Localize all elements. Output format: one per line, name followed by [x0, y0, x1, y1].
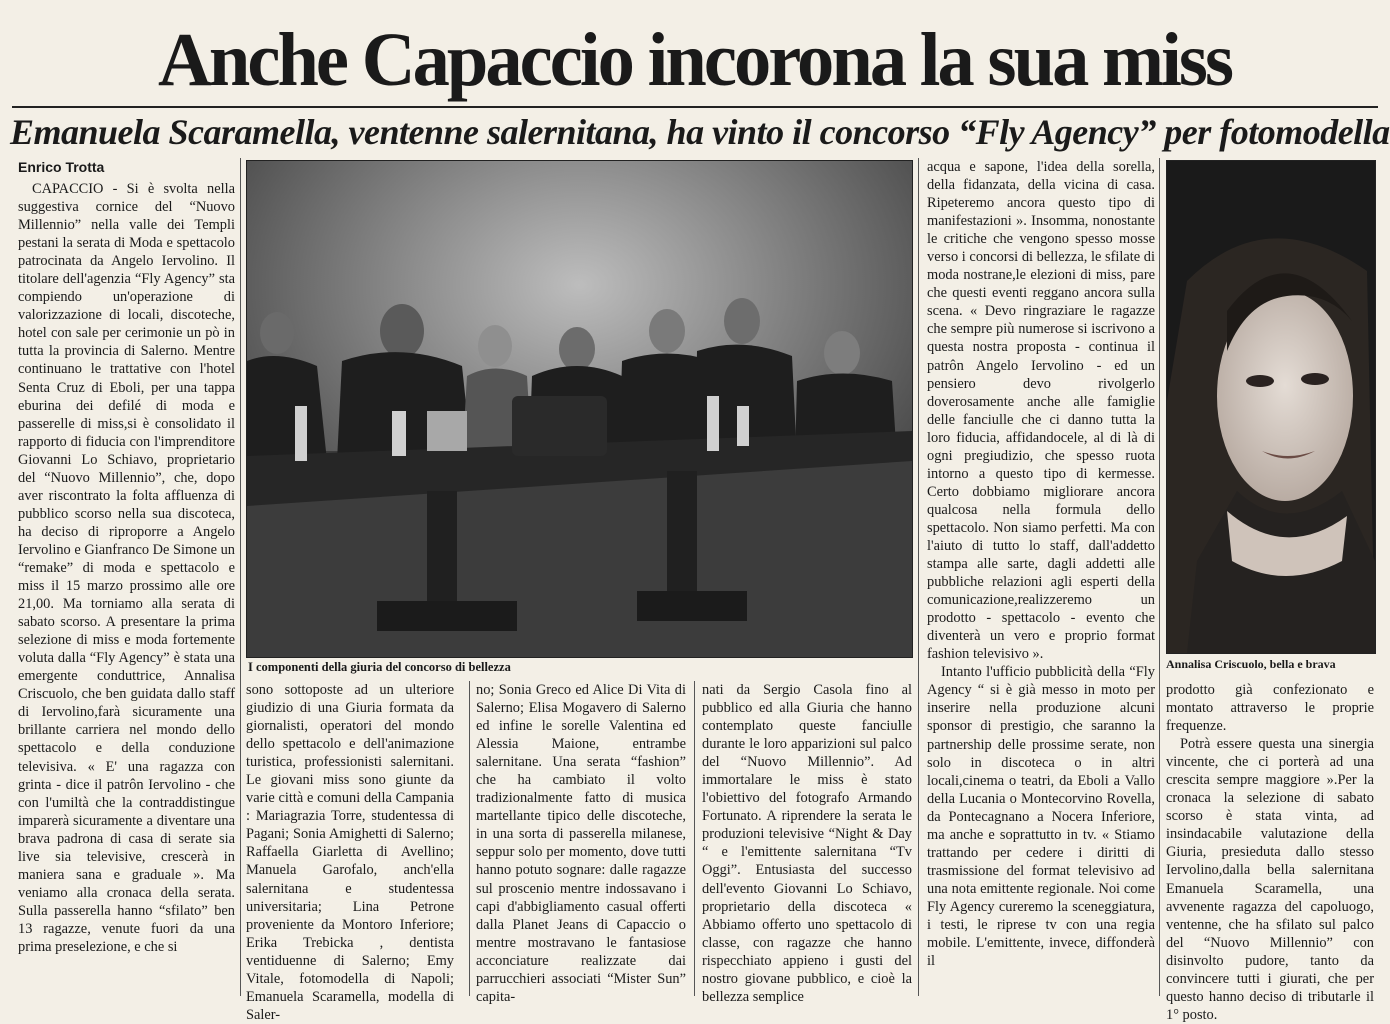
- byline: Enrico Trotta: [18, 159, 105, 175]
- subheadline: Emanuela Scaramella, ventenne salernitana, ha vinto il concorso “Fly Agency” per fotomodella: [10, 112, 1390, 152]
- column-text: Intanto l'ufficio pubblicità della “Fly Agency “ si è già messo in moto per inserire nella produzione alcuni sponsor di prestigio, che saranno la partnership delle prossime serate, non solo in discoteca o in altri locali,cinema o teatri, da Eboli a Vallo della Lucania o Montecorvino Rovella, da Pontecagnano a Nocera Inferiore, ma anche e soprattutto in tv. « Stiamo trattando per cedere i diritti di trasmissione del format televisivo ad una nota emittente regionale. Noi come Fly Agency cureremo la sceneggiatura, i testi, le riprese tv con una regia mobile. L'emittente, invece, diffonderà il: [927, 664, 1155, 970]
- column-divider: [694, 681, 695, 996]
- article-column-3: [476, 681, 686, 1005]
- column-text: sono sottoposte ad un ulteriore giudizio di una Giuria formata da giornalisti, operatori del mondo dello spettacolo e dell'animazione turistica, professionisti salernitani. Le giovani miss sono giunte da varie città e comuni della Campania : Mariagrazia Torre, studentessa di Pagani; Sonia Amighetti di Salerno; Raffaella Giarletta di Avellino; Manuela Garofalo, anch'ella salernitana e studentessa universitaria; Lina Petrone proveniente da Montoro Inferiore; Erika Trebicka , dentista ventiduenne di Salerno; Emy Vitale, fotomodella di Napoli; Emanuela Scaramella, modella di Saler-: [246, 682, 454, 1023]
- column-text: acqua e sapone, l'idea della sorella, della fidanzata, della vicina di casa. Ripeteremo ancora questo tipo di manifestazioni ». Insomma, nonostante le critiche che vengono spesso mosse verso i concorsi di bellezza, le sfilate di moda nostrane,le elezioni di miss, pare che questi eventi reggano ancora sulla scena. « Devo ringraziare le ragazze che sempre più numerose si iscrivono a questa nostra proposta - continua il patrôn Angelo Iervolino - ed un pensiero devo rivolgerlo doverosamente anche alle famiglie delle fanciulle che ci danno tutta la loro fiducia, affidandocele, al di là di ogni pregiudizio, che spesso ruota intorno a questo tipo di kermesse. Certo dobbiamo migliorare ancora qualcosa nella formula dello spettacolo. Non siamo perfetti. Ma con l'aiuto di tutto lo staff, dall'addetto stampa alle sarte, dagli addetti alle pubbliche relazioni agli esperti della comunicazione,realizzeremo un prodotto - spettacolo - evento che diventerà un vero e proprio format fashion televisivo ».: [927, 159, 1155, 663]
- article-column-5: [927, 158, 1155, 996]
- column-divider: [240, 158, 241, 996]
- column-text: prodotto già confezionato e montato attraverso le proprie frequenze.: [1166, 682, 1374, 735]
- jury-photo-caption: I componenti della giuria del concorso di bellezza: [248, 660, 511, 674]
- column-text: no; Sonia Greco ed Alice Di Vita di Salerno; Elisa Mogavero di Salerno ed infine le sorelle Valentina ed Alessia Maione, entrambe salernitane. Una serata “fashion” che ha cambiato il volto tradizionalmente fatto di musica martellante tipico delle discoteche, in una sorta di passerella milanese, seppur solo per momento, dove tutti hanno potuto sognare: dalle ragazze sul proscenio mentre indossavano i capi d'abbigliamento casual offerti dalla Planet Jeans di Capaccio o mentre mostravano le fantasiose acconciature realizzate dai parrucchieri associati “Mister Sun” capita-: [476, 682, 686, 1005]
- jury-photo-image: [247, 161, 912, 657]
- column-divider: [1159, 158, 1160, 996]
- article-column-4: [702, 681, 912, 1005]
- portrait-photo-caption: Annalisa Criscuolo, bella e brava: [1166, 657, 1336, 671]
- headline-rule: [12, 106, 1378, 108]
- article-column-6: [1166, 681, 1374, 1023]
- jury-photo: [246, 160, 913, 658]
- article-column-1: [18, 180, 235, 995]
- column-divider: [469, 681, 470, 996]
- portrait-photo: [1166, 160, 1376, 654]
- headline: Anche Capaccio incorona la sua miss: [157, 18, 1232, 102]
- article-column-2: [246, 681, 454, 1023]
- column-text: nati da Sergio Casola fino al pubblico ed alla Giuria che hanno contemplato queste fanciulle durante le loro apparizioni sul palco del “Nuovo Millennio”. Ad immortalare le miss è stato l'obiettivo del fotografo Armando Fortunato. A riprendere la serata le produzioni televisive “Night & Day “ e l'emittente salernitana “Tv Oggi”. Entusiasta del successo dell'evento Giovanni Lo Schiavo, proprietario della discoteca « Abbiamo offerto uno spettacolo di classe, con ragazze che hanno rispecchiato appieno i gusti del nostro giovane pubblico, e cioè la bellezza semplice: [702, 682, 912, 1005]
- column-divider: [918, 158, 919, 996]
- portrait-photo-image: [1167, 161, 1375, 653]
- column-text: CAPACCIO - Si è svolta nella suggestiva cornice del “Nuovo Millennio” nella valle dei Templi pestani la serata di Moda e spettacolo patrocinata da Angelo Iervolino. Il titolare dell'agenzia “Fly Agency” sta compiendo un'operazione di valorizzazione di locali, discoteche, hotel con sale per cerimonie un pò in tutta la provincia di Salerno. Mentre continuano le trattative con l'hotel Senta Cruz di Eboli, per una tappa eburina dei defilé di moda e passerelle di miss,si è consolidato il rapporto di fiducia con l'imprenditore Giovanni Lo Schiavo, proprietario del “Nuovo Millennio”, che, dopo aver riscontrato la folta affluenza di pubblico scorso nella sua discoteca, ha deciso di riproporre a Angelo Iervolino e Gianfranco De Simone un “remake” di moda e spettacolo e miss il 15 marzo prossimo alle ore 21,00. Ma torniamo alla serata di sabato scorso. A presentare la prima selezione di miss e moda fortemente voluta dalla “Fly Agency” è stata una emergente conduttrice, Annalisa Criscuolo, che ben guidata dallo staff di Iervolino,farà sicuramente una brillante carriera nel mondo dello spettacolo e della conduzione televisiva. « E' una ragazza con grinta - dice il patrôn Iervolino - che con l'umiltà che la contraddistingue imparerà sicuramente a diventare una brava padrona di casa di serate sia live sia televisive, crescerà in maniera sana e graduale ». Ma veniamo alla cronaca della serata. Sulla passerella hanno “sfilato” ben 13 ragazze, venute fuori da una prima preselezione, e che si: [18, 181, 235, 955]
- column-text: Potrà essere questa una sinergia vincente, che ci porterà ad una crescita sempre maggiore ».Per la cronaca la selezione di sabato scorso è stata vinta, ad insindacabile valutazione della Giuria, presieduta dallo stesso Iervolino,dalla bella salernitana Emanuela Scaramella, una avvenente ragazza del capoluogo, ventenne, che ha sfilato sul palco del “Nuovo Millennio” con disinvolto pudore, tanto da convincere tutti i giurati, che per questo hanno deciso di tributarle il 1° posto.: [1166, 736, 1374, 1023]
